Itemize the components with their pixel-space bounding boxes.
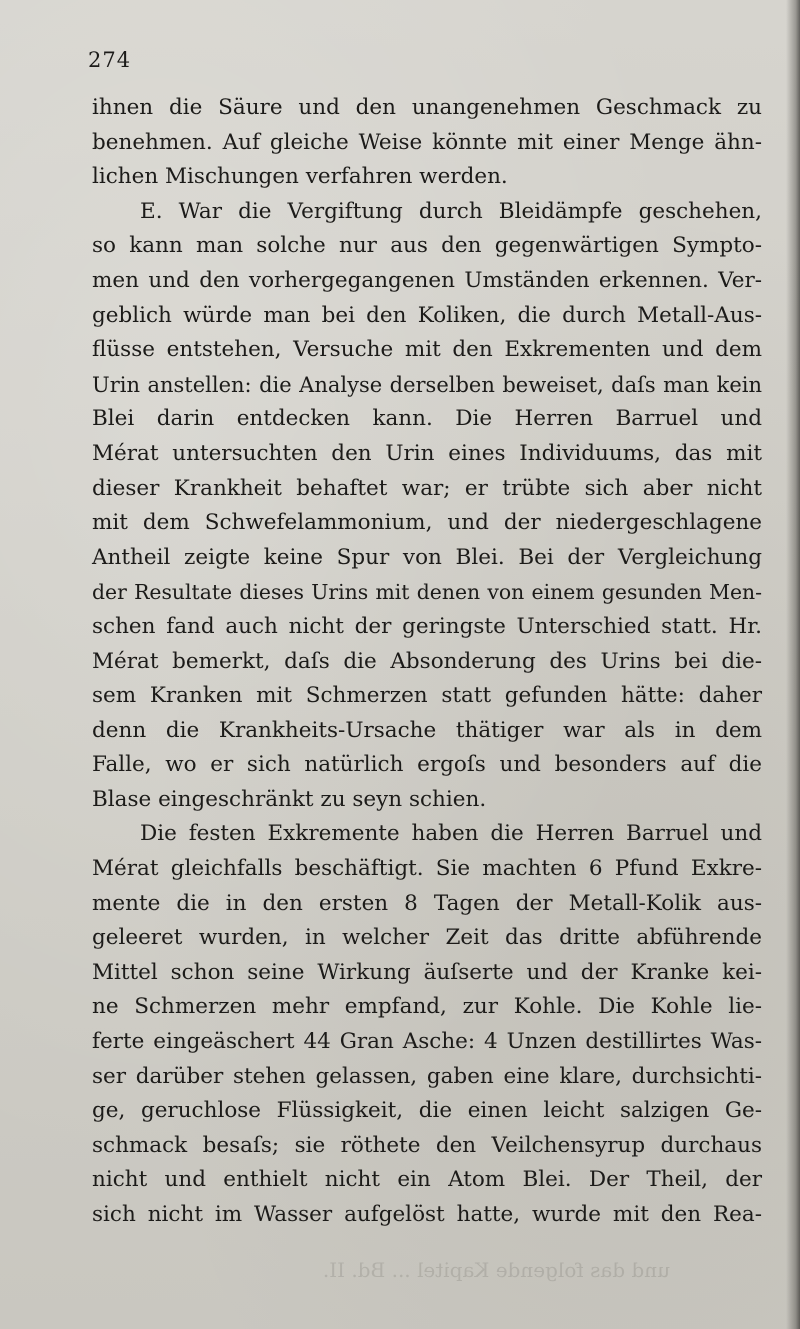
text-line: ser darüber stehen gelassen, gaben eine klare, durchsichti-: [92, 1063, 762, 1089]
text-line: Mérat untersuchten den Urin eines Individuums, das mit: [92, 440, 762, 466]
text-line: denn die Krankheits-Ursache thätiger war als in dem: [92, 717, 762, 743]
text-line: der Resultate dieses Urins mit denen von einem gesunden Men-: [92, 580, 762, 605]
text-line: men und den vorhergegangenen Umständen erkennen. Ver-: [92, 267, 762, 293]
text-line: lichen Mischungen verfahren werden.: [92, 164, 508, 190]
page-edge-shadow: [786, 0, 800, 1329]
text-line: Mérat bemerkt, daſs die Absonderung des Urins bei die-: [92, 648, 762, 674]
text-line: benehmen. Auf gleiche Weise könnte mit einer Menge ähn-: [92, 129, 762, 155]
text-line: Blase eingeschränkt zu seyn schien.: [92, 786, 487, 812]
text-line: ihnen die Säure und den unangenehmen Geschmack zu: [92, 95, 762, 120]
text-line: mente die in den ersten 8 Tagen der Metall-Kolik aus-: [92, 890, 762, 916]
text-line: Die festen Exkremente haben die Herren Barruel und: [140, 821, 762, 847]
text-line: Blei darin entdecken kann. Die Herren Barruel und: [92, 406, 762, 432]
text-line: Mittel schon seine Wirkung äuſserte und der Kranke kei-: [92, 959, 762, 985]
text-line: Urin anstellen: die Analyse derselben beweiset, daſs man kein: [92, 372, 762, 397]
text-line: Antheil zeigte keine Spur von Blei. Bei der Vergleichung: [92, 544, 762, 570]
text-line: ne Schmerzen mehr empfand, zur Kohle. Die Kohle lie-: [92, 994, 762, 1020]
text-line: E. War die Vergiftung durch Bleidämpfe geschehen,: [140, 198, 762, 224]
text-line: so kann man solche nur aus den gegenwärtigen Sympto-: [92, 233, 762, 259]
text-line: schen fand auch nicht der geringste Unterschied statt. Hr.: [92, 613, 762, 639]
text-line: nicht und enthielt nicht ein Atom Blei. Der Theil, der: [92, 1167, 762, 1193]
body-text: [92, 91, 762, 1233]
show-through-text: und das folgende Kapitel ... Bd. II.: [322, 1258, 670, 1282]
text-line: sich nicht im Wasser aufgelöst hatte, wurde mit den Rea-: [92, 1202, 762, 1227]
text-line: dieser Krankheit behaftet war; er trübte sich aber nicht: [92, 475, 762, 501]
text-line: geblich würde man bei den Koliken, die durch Metall-Aus-: [92, 302, 762, 328]
page-number: 274: [88, 48, 132, 72]
text-line: ferte eingeäschert 44 Gran Asche: 4 Unzen destillirtes Was-: [92, 1029, 762, 1055]
text-line: flüsse entstehen, Versuche mit den Exkrementen und dem: [92, 337, 762, 363]
text-line: mit dem Schwefelammonium, und der niedergeschlagene: [92, 510, 762, 536]
text-line: ge, geruchlose Flüssigkeit, die einen leicht salzigen Ge-: [92, 1098, 762, 1124]
text-line: Mérat gleichfalls beschäftigt. Sie machten 6 Pfund Exkre-: [92, 856, 762, 882]
text-line: Falle, wo er sich natürlich ergoſs und besonders auf die: [92, 752, 762, 778]
text-line: sem Kranken mit Schmerzen statt gefunden hätte: daher: [92, 683, 762, 709]
text-line: geleeret wurden, in welcher Zeit das dritte abführende: [92, 925, 762, 951]
text-line: schmack besaſs; sie röthete den Veilchensyrup durchaus: [92, 1132, 762, 1158]
